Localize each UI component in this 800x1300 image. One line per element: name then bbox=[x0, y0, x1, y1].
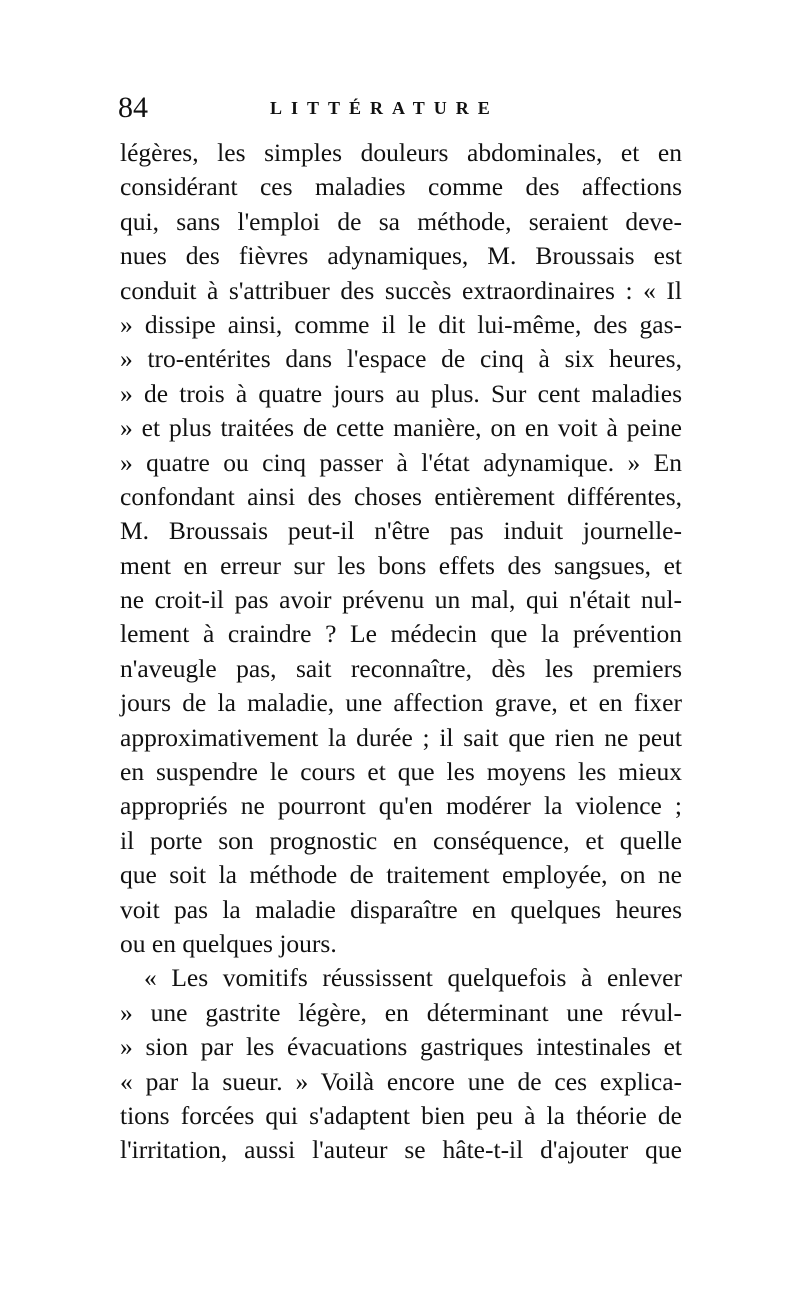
text-line: approximativement la durée ; il sait que rien ne peut bbox=[120, 722, 682, 752]
text-line: » dissipe ainsi, comme il le dit lui-même, des gas- bbox=[120, 309, 682, 339]
page-header bbox=[118, 88, 678, 128]
text-line: » et plus traitées de cette manière, on en voit à peine bbox=[120, 413, 682, 443]
body-text bbox=[120, 136, 682, 1168]
text-line: « par la sueur. » Voilà encore une de ces explica- bbox=[120, 1066, 682, 1096]
page-number: 84 bbox=[118, 91, 148, 124]
text-line: légères, les simples douleurs abdominales, et en bbox=[120, 138, 682, 167]
text-line: appropriés ne pourront qu'en modérer la violence ; bbox=[120, 791, 682, 821]
text-line: « Les vomitifs réussissent quelquefois à enlever bbox=[144, 963, 682, 993]
text-line: tions forcées qui s'adaptent bien peu à la théorie de bbox=[120, 1100, 682, 1130]
text-line: voit pas la maladie disparaître en quelques heures bbox=[120, 894, 682, 924]
text-line: l'irritation, aussi l'auteur se hâte-t-il d'ajouter que bbox=[120, 1135, 682, 1165]
text-line: » tro-entérites dans l'espace de cinq à six heures, bbox=[120, 344, 682, 374]
text-line: » sion par les évacuations gastriques intestinales et bbox=[120, 1032, 682, 1062]
text-line: M. Broussais peut-il n'être pas induit journelle- bbox=[120, 516, 682, 546]
text-line: qui, sans l'emploi de sa méthode, seraient deve- bbox=[120, 206, 682, 236]
running-head: LITTÉRATURE bbox=[270, 98, 499, 118]
text-line: lement à craindre ? Le médecin que la prévention bbox=[120, 619, 682, 649]
text-line: en suspendre le cours et que les moyens les mieux bbox=[120, 757, 682, 787]
text-line: nues des fièvres adynamiques, M. Broussais est bbox=[120, 241, 682, 271]
text-line: considérant ces maladies comme des affections bbox=[120, 172, 682, 202]
text-line: ment en erreur sur les bons effets des sangsues, et bbox=[120, 550, 682, 580]
text-line: ne croit-il pas avoir prévenu un mal, qui n'était nul- bbox=[120, 585, 682, 615]
text-line: » quatre ou cinq passer à l'état adynamique. » En bbox=[120, 447, 682, 477]
text-line: que soit la méthode de traitement employée, on ne bbox=[120, 860, 682, 890]
text-line: confondant ainsi des choses entièrement différentes, bbox=[120, 481, 682, 511]
text-line: jours de la maladie, une affection grave, et en fixer bbox=[120, 688, 682, 718]
text-line: » de trois à quatre jours au plus. Sur cent maladies bbox=[120, 378, 682, 408]
text-line: » une gastrite légère, en déterminant une révul- bbox=[120, 997, 682, 1027]
text-line: il porte son prognostic en conséquence, et quelle bbox=[120, 825, 682, 855]
text-line: n'aveugle pas, sait reconnaître, dès les premiers bbox=[120, 653, 682, 683]
text-line: ou en quelques jours. bbox=[120, 928, 337, 958]
text-line: conduit à s'attribuer des succès extraordinaires : « Il bbox=[120, 275, 682, 305]
